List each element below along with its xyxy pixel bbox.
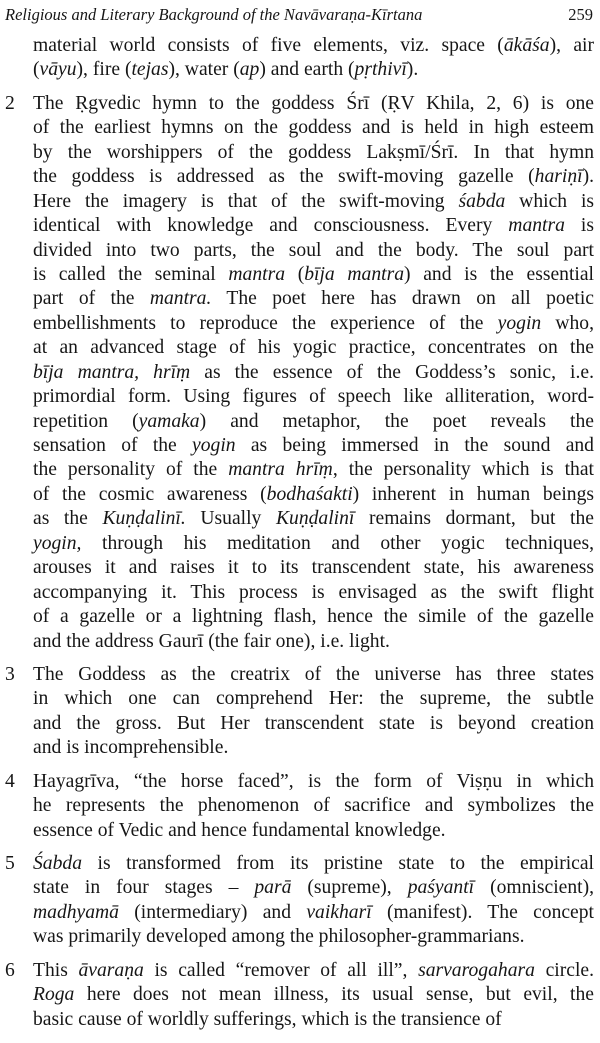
note-paragraph <box>0 663 600 761</box>
note-paragraph <box>0 959 600 1032</box>
note-line: as the Kuṇḍalinī. Usually Kuṇḍalinī remains dormant, but the <box>33 508 594 530</box>
note-line: Roga here does not mean illness, its usual sense, but evil, the <box>33 984 594 1006</box>
note-line: is called the seminal mantra (bīja mantra) and is the essential <box>33 263 594 285</box>
note-line: Śabda is transformed from its pristine state to the empirical <box>33 853 594 874</box>
note-line: (vāyu), fire (tejas), water (ap) and earth (pṛthivī). <box>33 59 419 81</box>
note-line: was primarily developed among the philosopher-grammarians. <box>33 926 525 948</box>
note-line: of the cosmic awareness (bodhaśakti) inherent in human beings <box>33 483 594 505</box>
note-line: of a gazelle or a lightning flash, hence the simile of the gazelle <box>33 606 594 628</box>
note-line: by the worshippers of the goddess Lakṣmī/Śrī. In that hymn <box>33 141 594 163</box>
note-line: Here the imagery is that of the swift-moving śabda which is <box>33 190 595 212</box>
note-line: essence of Vedic and hence fundamental knowledge. <box>33 819 446 841</box>
note-line: The Goddess as the creatrix of the universe has three states <box>33 663 594 685</box>
note-line: embellishments to reproduce the experience of the yogin who, <box>33 312 594 334</box>
note-line: at an advanced stage of his yogic practice, concentrates on the <box>33 337 594 359</box>
endnotes <box>0 34 600 1032</box>
note-line: primordial form. Using figures of speech like alliteration, word- <box>33 386 594 408</box>
note-line: accompanying it. This process is envisaged as the swift flight <box>33 581 594 603</box>
note-number: 5 <box>5 853 15 874</box>
note-number: 6 <box>5 959 15 981</box>
note-line: This āvaraṇa is called “remover of all ill”, sarvarogahara circle. <box>33 959 594 981</box>
note-line: the goddess is addressed as the swift-moving gazelle (hariṇī). <box>33 166 594 188</box>
note-line: part of the mantra. The poet here has drawn on all poetic <box>33 288 594 310</box>
note-gap <box>0 950 600 959</box>
running-header <box>0 0 600 34</box>
note-gap <box>0 83 600 92</box>
note-gap <box>0 843 600 852</box>
note-line: in which one can comprehend Her: the supreme, the subtle <box>33 688 594 710</box>
note-line: the personality of the mantra hrīṃ, the personality which is that <box>33 459 594 481</box>
note-line: and the address Gaurī (the fair one), i.e. light. <box>33 630 390 652</box>
note-paragraph <box>0 92 600 654</box>
note-paragraph <box>0 852 600 950</box>
note-paragraph <box>0 770 600 843</box>
note-line: he represents the phenomenon of sacrifice and symbolizes the <box>33 795 594 817</box>
note-line: arouses it and raises it to its transcendent state, his awareness <box>33 557 594 579</box>
note-number: 3 <box>5 663 15 685</box>
note-line: sensation of the yogin as being immersed in the sound and <box>33 435 594 456</box>
note-line: state in four stages – parā (supreme), paśyantī (omniscient), <box>33 877 595 899</box>
note-gap <box>0 654 600 663</box>
note-number: 2 <box>5 92 15 114</box>
note-line: basic cause of worldly sufferings, which is the transience of <box>33 1008 502 1030</box>
note-line: bīja mantra, hrīṃ as the essence of the Goddess’s sonic, i.e. <box>33 361 594 383</box>
note-line: repetition (yamaka) and metaphor, the poet reveals the <box>33 410 594 432</box>
note-line: madhyamā (intermediary) and vaikharī (manifest). The concept <box>33 901 594 923</box>
page-number: 259 <box>568 5 593 24</box>
note-line: of the earliest hymns on the goddess and is held in high esteem <box>33 117 594 139</box>
note-line: identical with knowledge and consciousness. Every mantra is <box>33 215 594 237</box>
note-line: Hayagrīva, “the horse faced”, is the form of Viṣṇu in which <box>33 770 594 792</box>
note-line: yogin, through his meditation and other yogic techniques, <box>33 532 594 554</box>
note-number: 4 <box>5 770 15 792</box>
note-line: and the gross. But Her transcendent state is beyond creation <box>33 712 594 734</box>
note-gap <box>0 761 600 770</box>
note-paragraph <box>0 34 600 83</box>
note-line: and is incomprehensible. <box>33 737 229 759</box>
running-title: Religious and Literary Background of the Navāvaraṇa-Kīrtana <box>5 5 423 24</box>
note-line: material world consists of five elements, viz. space (ākāśa), air <box>33 35 594 56</box>
note-line: divided into two parts, the soul and the body. The soul part <box>33 239 594 261</box>
note-line: The Ṛgvedic hymn to the goddess Śrī (ṚV Khila, 2, 6) is one <box>33 92 594 114</box>
